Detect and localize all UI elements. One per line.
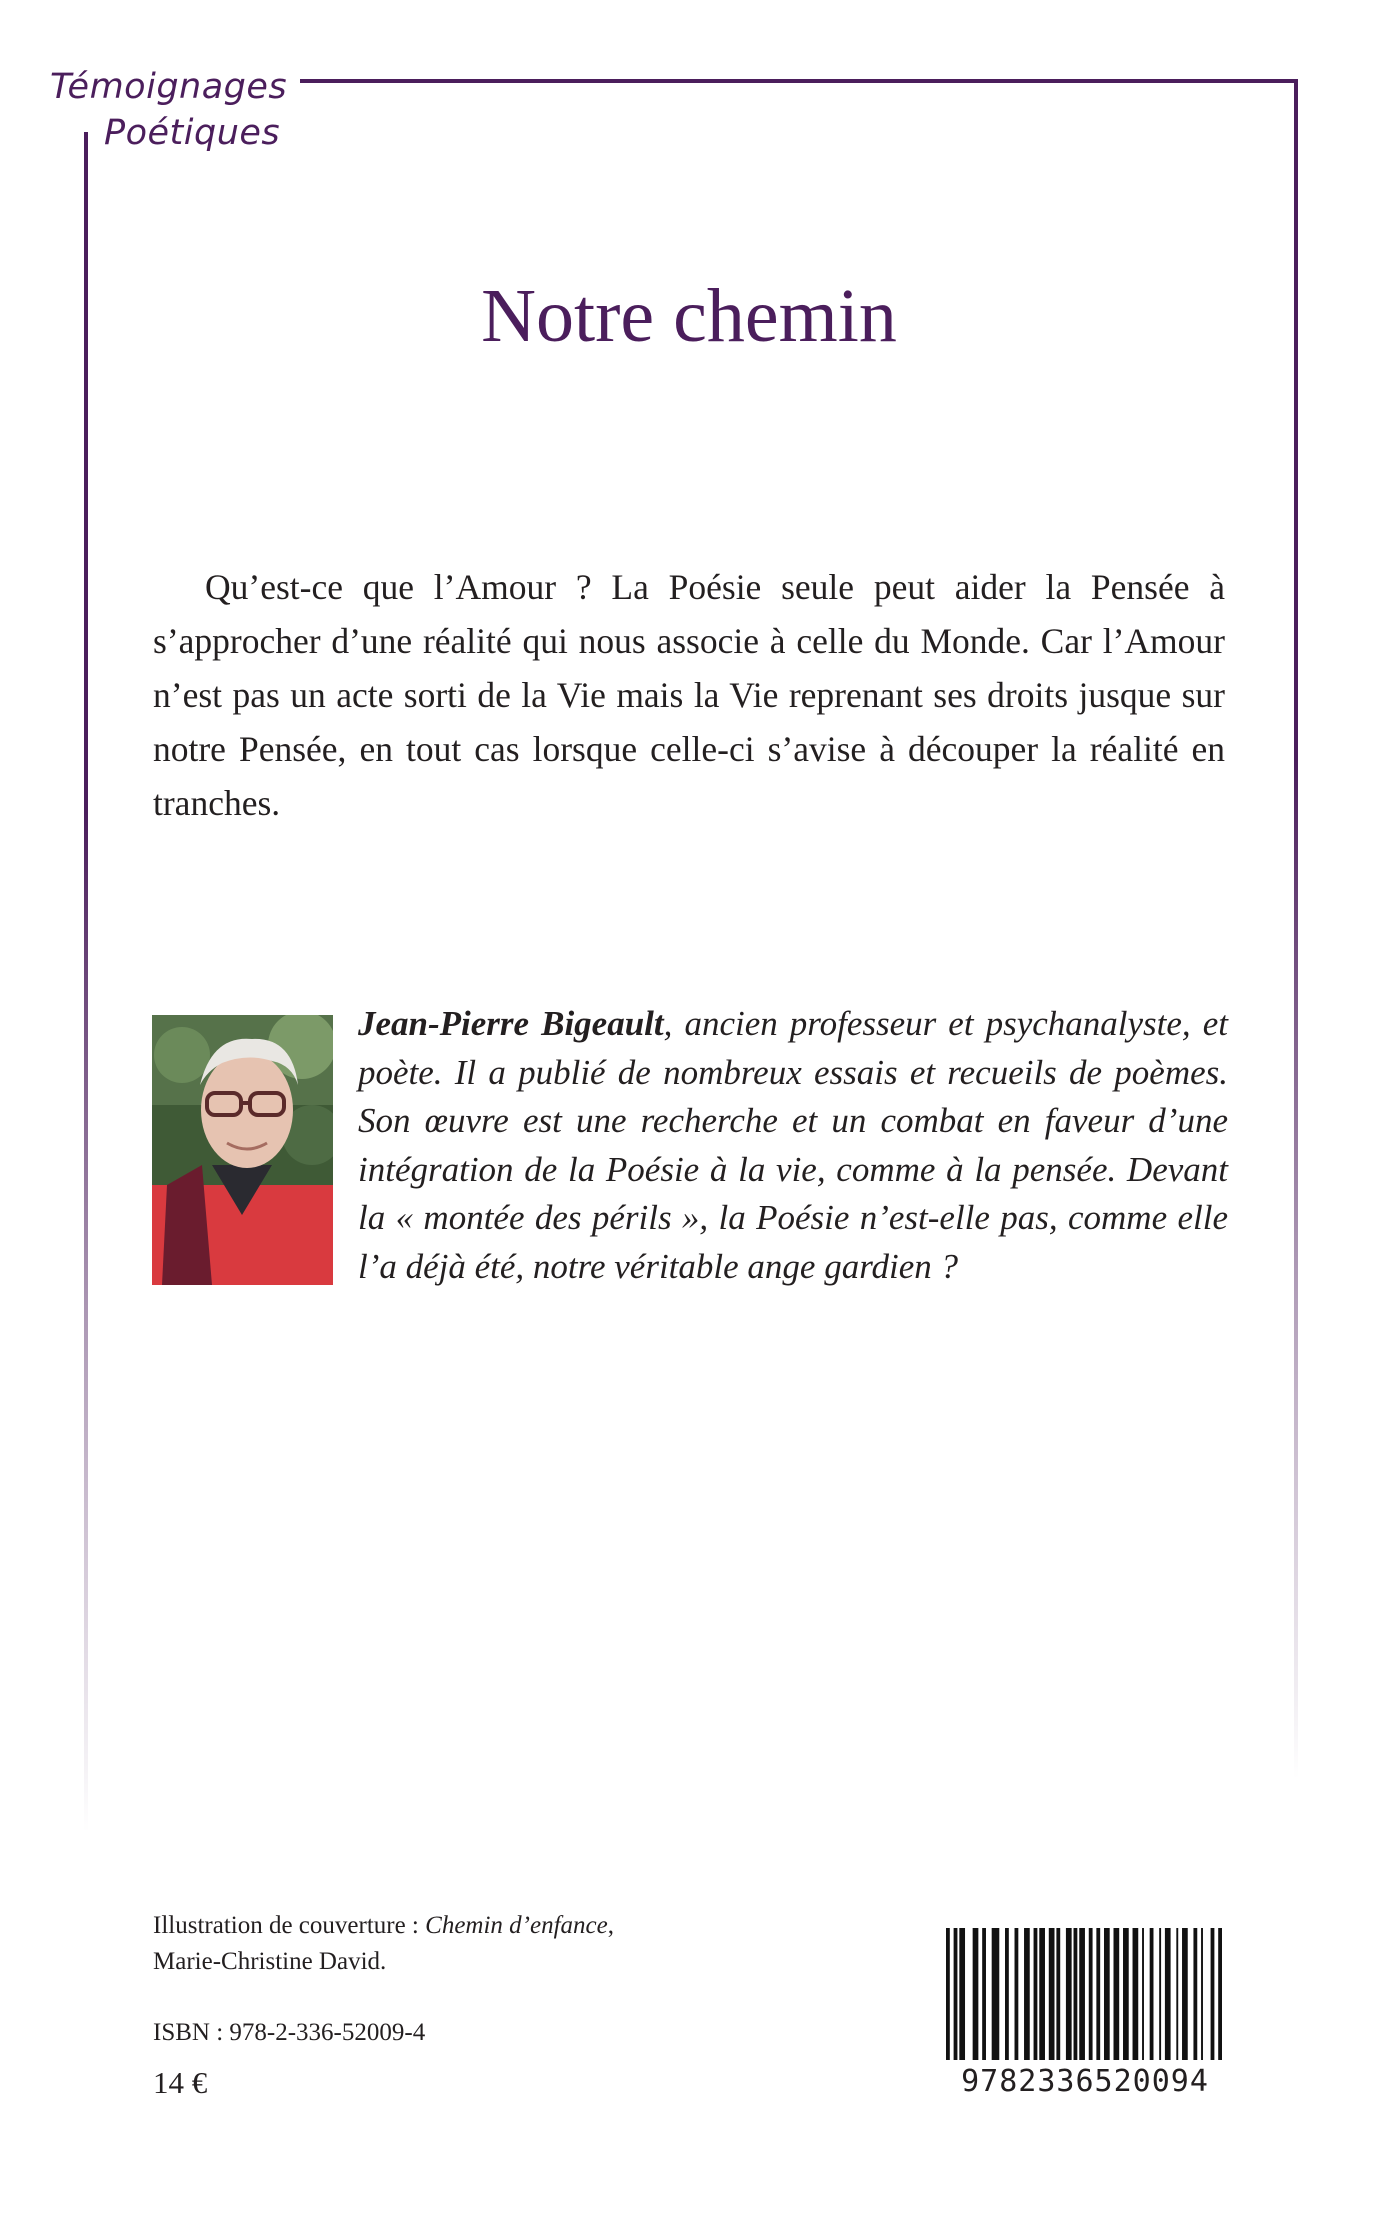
barcode-bar: [959, 1928, 965, 2060]
barcode-digits: 9782336520094: [961, 2064, 1209, 2098]
frame-top-border: [300, 79, 1298, 83]
barcode-bar: [1024, 1928, 1030, 2060]
barcode-bar: [1056, 1928, 1060, 2060]
barcode-bar: [992, 1928, 1000, 2060]
isbn: ISBN : 978-2-336-52009-4: [153, 2019, 426, 2046]
barcode-bar: [1096, 1928, 1100, 2060]
cover-credit-label: Illustration de couverture :: [153, 1912, 426, 1939]
collection-line-1: Témoignages: [50, 67, 288, 107]
barcode-bar: [946, 1928, 950, 2060]
collection-logo: [50, 64, 290, 156]
barcode-bar: [1034, 1928, 1038, 2060]
barcode-bar: [1005, 1928, 1009, 2060]
barcode-bar: [1182, 1928, 1188, 2060]
barcode-bar: [1015, 1928, 1019, 2060]
barcode-bar: [1133, 1928, 1139, 2060]
book-summary: Qu’est-ce que l’Amour ? La Poésie seule peut aider la Pensée à s’approcher d’une réalité qui nous associe à celle du Monde. Car l’Amour n’est pas un acte sorti de la Vie mais la Vie reprenant ses droits jusque sur notre Pensée, en tout cas lorsque celle-ci s’avise à découper la réalité en tranches.: [153, 567, 1225, 823]
barcode-bar: [1142, 1928, 1144, 2060]
barcode-bar: [1201, 1928, 1203, 2060]
author-bio: [358, 1000, 1228, 1291]
barcode-bar: [1193, 1928, 1197, 2060]
barcode-bar: [1150, 1928, 1154, 2060]
author-photo: [152, 1015, 333, 1285]
barcode-bar: [1104, 1928, 1110, 2060]
barcode-bar: [1218, 1928, 1222, 2060]
barcode: [940, 1928, 1230, 2098]
collection-line-2: Poétiques: [104, 113, 281, 153]
author-bio-text: , ancien professeur et psychanalyste, et poète. Il a publié de nombreux essais et recueils de poèmes. Son œuvre est une recherche et un combat en faveur d’une intégration de la Poésie à la vie, comme à la pensée. Devant la « montée des périls », la Poésie n’est-elle pas, comme elle l’a déjà été, notre véritable ange gardien ?: [358, 1004, 1228, 1286]
barcode-bar: [954, 1928, 958, 2060]
price: 14 €: [153, 2065, 208, 2100]
barcode-bar: [1211, 1928, 1215, 2060]
barcode-bar: [1089, 1928, 1093, 2060]
barcode-bar: [1165, 1928, 1171, 2060]
barcode-bar: [1074, 1928, 1078, 2060]
barcode-bar: [1066, 1928, 1072, 2060]
cover-credit: [153, 1908, 753, 1980]
book-title: Notre chemin: [481, 274, 897, 358]
barcode-bar: [1049, 1928, 1055, 2060]
frame-left-border: [84, 132, 88, 1832]
cover-credit-work: Chemin d’enfance: [425, 1912, 608, 1939]
barcode-bar: [1159, 1928, 1161, 2060]
barcode-bar: [1123, 1928, 1129, 2060]
cover-credit-separator: ,: [607, 1912, 614, 1939]
barcode-bar: [973, 1928, 979, 2060]
author-name: Jean-Pierre Bigeault: [358, 1004, 664, 1043]
cover-credit-artist: Marie-Christine David.: [153, 1948, 387, 1975]
barcode-bar: [1079, 1928, 1085, 2060]
barcode-bar: [1114, 1928, 1120, 2060]
barcode-bar: [982, 1928, 986, 2060]
barcode-bar: [1176, 1928, 1178, 2060]
barcode-bar: [1039, 1928, 1045, 2060]
